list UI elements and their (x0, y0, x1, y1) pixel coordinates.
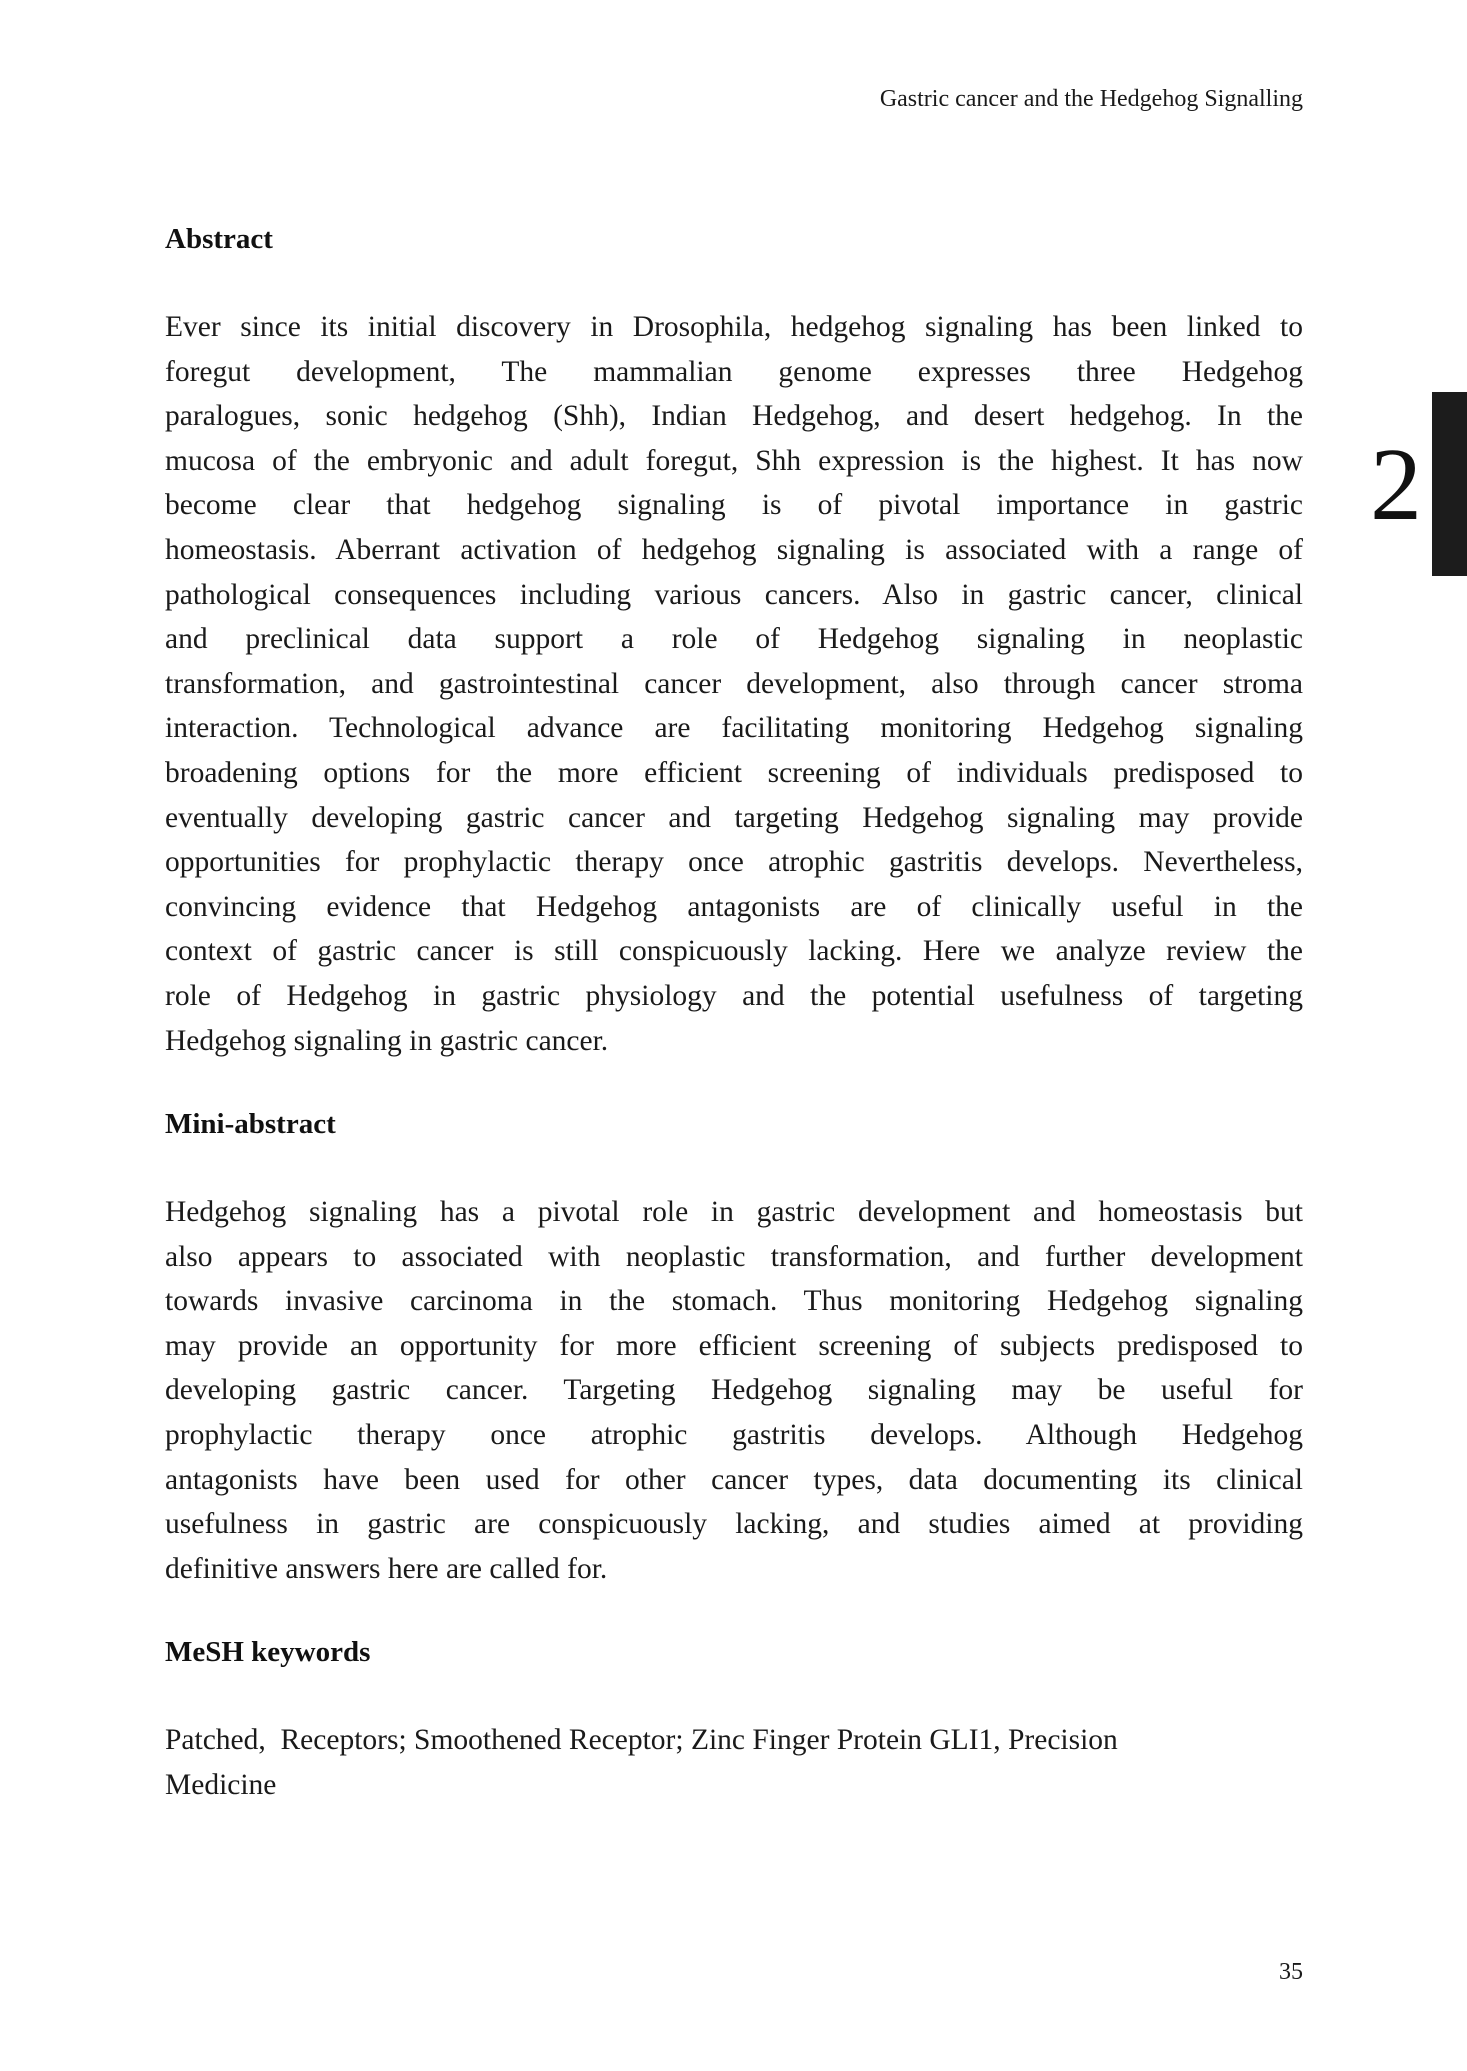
mesh-keywords-heading: MeSH keywords (165, 1636, 371, 1668)
abstract-paragraph (165, 305, 1303, 1063)
text-line: Patched, Receptors; Smoothened Receptor; Zinc Finger Protein GLI1, Precision (165, 1724, 1118, 1756)
text-line: definitive answers here are called for. (165, 1552, 608, 1585)
mesh-keywords-list (165, 1718, 1303, 1807)
mini-abstract-paragraph (165, 1190, 1303, 1591)
chapter-thumb-tab (1432, 392, 1467, 576)
running-head: Gastric cancer and the Hedgehog Signalling (879, 86, 1303, 112)
text-line: foregut development, The mammalian genome expresses three Hedgehog (165, 355, 1303, 388)
text-line: and preclinical data support a role of Hedgehog signaling in neoplastic (165, 623, 1303, 656)
text-line: antagonists have been used for other cancer types, data documenting its clinical (165, 1463, 1303, 1496)
abstract-heading: Abstract (165, 223, 273, 255)
text-line: eventually developing gastric cancer and targeting Hedgehog signaling may provide (165, 801, 1303, 834)
text-line: context of gastric cancer is still conspicuously lacking. Here we analyze review the (165, 935, 1303, 968)
text-line: prophylactic therapy once atrophic gastritis develops. Although Hedgehog (165, 1418, 1303, 1451)
text-line: pathological consequences including various cancers. Also in gastric cancer, clinical (165, 578, 1303, 611)
text-line: Medicine (165, 1768, 277, 1801)
text-line: interaction. Technological advance are facilitating monitoring Hedgehog signaling (165, 712, 1303, 745)
text-line: mucosa of the embryonic and adult foregut, Shh expression is the highest. It has now (165, 444, 1303, 477)
text-line: transformation, and gastrointestinal cancer development, also through cancer stroma (165, 667, 1303, 700)
text-line: towards invasive carcinoma in the stomach. Thus monitoring Hedgehog signaling (165, 1285, 1303, 1318)
page-number: 35 (1279, 1959, 1303, 1985)
text-line: become clear that hedgehog signaling is of pivotal importance in gastric (165, 489, 1303, 522)
chapter-number: 2 (1370, 427, 1422, 542)
text-line: paralogues, sonic hedgehog (Shh), Indian Hedgehog, and desert hedgehog. In the (165, 400, 1303, 433)
text-line: Ever since its initial discovery in Drosophila, hedgehog signaling has been linked to (165, 311, 1303, 343)
text-line: homeostasis. Aberrant activation of hedgehog signaling is associated with a range of (165, 533, 1303, 566)
mini-abstract-heading: Mini-abstract (165, 1108, 336, 1140)
text-line: broadening options for the more efficient screening of individuals predisposed to (165, 756, 1303, 789)
text-line: Hedgehog signaling has a pivotal role in gastric development and homeostasis but (165, 1196, 1303, 1228)
text-line: role of Hedgehog in gastric physiology and the potential usefulness of targeting (165, 979, 1303, 1012)
text-line: Hedgehog signaling in gastric cancer. (165, 1024, 609, 1057)
text-line: developing gastric cancer. Targeting Hedgehog signaling may be useful for (165, 1374, 1303, 1407)
text-line: usefulness in gastric are conspicuously lacking, and studies aimed at providing (165, 1508, 1303, 1541)
text-line: opportunities for prophylactic therapy once atrophic gastritis develops. Nevertheless, (165, 846, 1303, 879)
text-line: may provide an opportunity for more efficient screening of subjects predisposed to (165, 1329, 1303, 1362)
text-line: also appears to associated with neoplastic transformation, and further development (165, 1240, 1303, 1273)
text-line: convincing evidence that Hedgehog antagonists are of clinically useful in the (165, 890, 1303, 923)
